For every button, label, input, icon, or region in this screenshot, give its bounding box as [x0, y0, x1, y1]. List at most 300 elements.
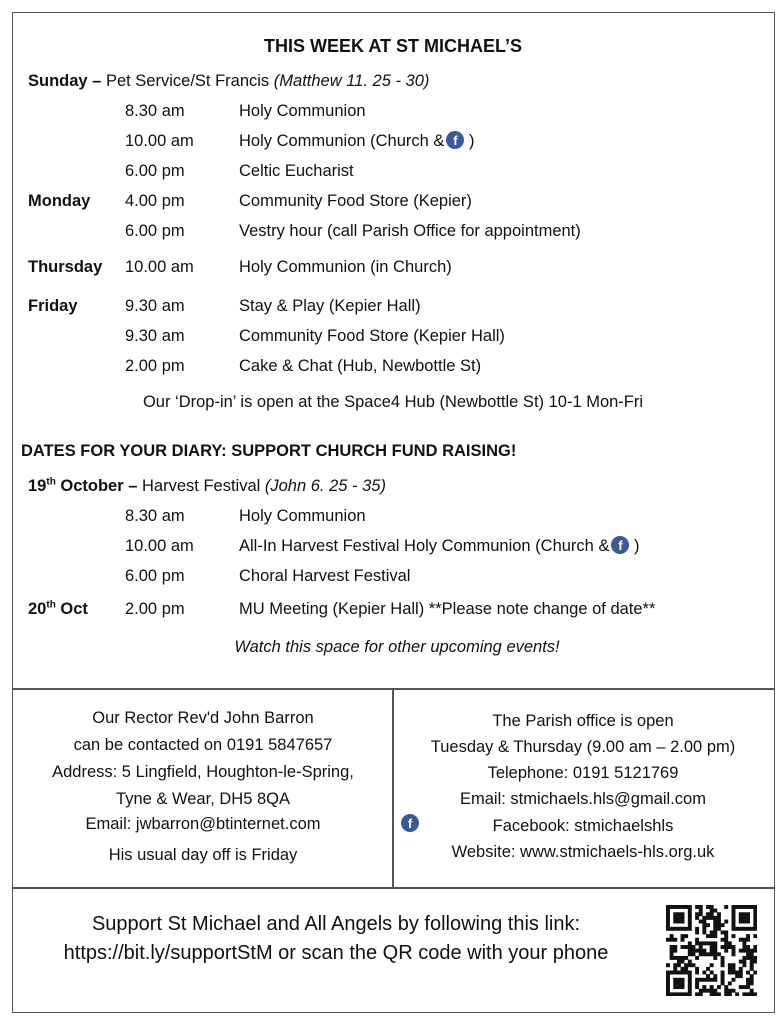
- qr-module: [735, 905, 739, 909]
- qr-module: [670, 945, 674, 949]
- service-event: [239, 101, 366, 121]
- qr-module: [739, 985, 743, 989]
- qr-module: [691, 945, 695, 949]
- qr-module: [706, 905, 710, 909]
- qr-module: [732, 978, 736, 982]
- qr-module: [746, 956, 750, 960]
- qr-module: [724, 934, 728, 938]
- service-time: 9.30 am: [125, 297, 185, 315]
- page-title: THIS WEEK AT ST MICHAEL’S: [263, 36, 522, 56]
- qr-module: [710, 949, 714, 953]
- qr-module: [688, 985, 692, 989]
- qr-module: [750, 905, 754, 909]
- qr-module: [681, 971, 685, 975]
- qr-module: [673, 938, 677, 942]
- service-time: 2.00 pm: [125, 357, 185, 375]
- qr-module: [739, 920, 743, 924]
- dropin-note: Our ‘Drop-in’ is open at the Space4 Hub (Newbottle St) 10-1 Mon-Fri: [142, 393, 644, 411]
- office-line: Tuesday & Thursday (9.00 am – 2.00 pm): [430, 738, 736, 756]
- qr-module: [710, 930, 714, 934]
- qr-module: [688, 927, 692, 931]
- qr-module: [677, 927, 681, 931]
- qr-module: [724, 938, 728, 942]
- office-line[interactable]: Facebook: stmichaelshls: [492, 817, 674, 835]
- day-label: Monday: [28, 192, 91, 210]
- qr-module: [753, 945, 757, 949]
- qr-module: [706, 934, 710, 938]
- event-label: Choral Harvest Festival: [239, 567, 411, 585]
- qr-module: [670, 949, 674, 953]
- qr-module: [684, 967, 688, 971]
- qr-module: [746, 934, 750, 938]
- qr-module: [702, 978, 706, 982]
- qr-module: [666, 909, 670, 913]
- qr-module: [732, 905, 736, 909]
- qr-module: [710, 971, 714, 975]
- qr-module: [713, 930, 717, 934]
- qr-module: [735, 927, 739, 931]
- qr-module: [710, 978, 714, 982]
- qr-module: [746, 985, 750, 989]
- qr-module: [702, 923, 706, 927]
- qr-module: [699, 941, 703, 945]
- qr-module: [742, 949, 746, 953]
- sunday-reading: (Matthew 11. 25 - 30): [273, 72, 430, 90]
- qr-module: [702, 989, 706, 993]
- qr-module: [732, 934, 736, 938]
- qr-module: [750, 927, 754, 931]
- qr-module: [735, 992, 739, 996]
- qr-module: [713, 934, 717, 938]
- qr-module: [688, 941, 692, 945]
- qr-module: [666, 971, 670, 975]
- qr-module: [710, 941, 714, 945]
- qr-module: [699, 952, 703, 956]
- qr-module: [710, 905, 714, 909]
- rector-line[interactable]: Email: jwbarron@btinternet.com: [85, 815, 321, 833]
- qr-module: [742, 941, 746, 945]
- qr-module: [706, 967, 710, 971]
- qr-module: [724, 905, 728, 909]
- date-month: October –: [55, 477, 138, 495]
- qr-module: [706, 952, 710, 956]
- qr-module: [742, 963, 746, 967]
- oct19-theme: Harvest Festival: [142, 477, 261, 495]
- qr-module: [670, 971, 674, 975]
- qr-module: [677, 985, 681, 989]
- qr-module: [677, 992, 681, 996]
- event-label: Vestry hour (call Parish Office for appointment): [239, 222, 581, 240]
- qr-module: [681, 992, 685, 996]
- qr-module: [742, 960, 746, 964]
- qr-module: [732, 971, 736, 975]
- qr-module: [673, 916, 677, 920]
- qr-module: [706, 941, 710, 945]
- qr-module: [702, 985, 706, 989]
- event-label: Holy Communion: [239, 507, 366, 525]
- qr-module: [713, 927, 717, 931]
- qr-module: [666, 905, 670, 909]
- qr-module: [746, 945, 750, 949]
- qr-module: [753, 912, 757, 916]
- qr-module: [713, 941, 717, 945]
- qr-module: [670, 992, 674, 996]
- qr-module: [702, 916, 706, 920]
- service-time: 6.00 pm: [125, 222, 185, 240]
- date-suffix: th: [46, 599, 56, 611]
- qr-module: [753, 923, 757, 927]
- qr-module: [688, 952, 692, 956]
- service-event: [239, 257, 452, 277]
- qr-module: [742, 912, 746, 916]
- qr-module: [666, 985, 670, 989]
- office-line: The Parish office is open: [492, 712, 674, 730]
- qr-module: [713, 916, 717, 920]
- qr-module: [681, 905, 685, 909]
- qr-module: [688, 974, 692, 978]
- qr-module: [695, 927, 699, 931]
- rector-line: His usual day off is Friday: [108, 846, 298, 864]
- event-label: Holy Communion: [239, 102, 366, 120]
- qr-module: [739, 971, 743, 975]
- qr-module: [673, 927, 677, 931]
- qr-module: [702, 941, 706, 945]
- qr-module: [739, 938, 743, 942]
- qr-module: [695, 992, 699, 996]
- qr-module: [695, 912, 699, 916]
- qr-module: [699, 989, 703, 993]
- rector-line: Address: 5 Lingfield, Houghton-le-Spring,: [52, 763, 354, 781]
- service-event: [239, 326, 505, 346]
- service-event: [239, 566, 410, 586]
- qr-module: [673, 945, 677, 949]
- qr-module: [732, 949, 736, 953]
- event-label: Community Food Store (Kepier): [239, 192, 472, 210]
- qr-module: [684, 945, 688, 949]
- qr-module: [681, 934, 685, 938]
- qr-module: [706, 923, 710, 927]
- qr-module: [666, 974, 670, 978]
- service-event: [239, 191, 472, 211]
- qr-module: [699, 992, 703, 996]
- date-suffix: th: [46, 476, 56, 488]
- qr-module: [753, 934, 757, 938]
- qr-module: [695, 985, 699, 989]
- qr-module: [681, 981, 685, 985]
- qr-module: [753, 956, 757, 960]
- qr-module: [699, 949, 703, 953]
- qr-module: [670, 956, 674, 960]
- day-label: Friday: [28, 297, 78, 315]
- qr-module: [746, 949, 750, 953]
- qr-module: [677, 963, 681, 967]
- qr-module: [713, 974, 717, 978]
- qr-module: [753, 992, 757, 996]
- qr-module: [717, 985, 721, 989]
- qr-module: [666, 927, 670, 931]
- qr-module: [750, 960, 754, 964]
- qr-module: [684, 963, 688, 967]
- qr-module: [695, 967, 699, 971]
- qr-module: [670, 905, 674, 909]
- service-time: 10.00 am: [125, 258, 194, 276]
- qr-module: [739, 912, 743, 916]
- qr-module: [721, 930, 725, 934]
- qr-module: [742, 992, 746, 996]
- qr-module: [713, 989, 717, 993]
- qr-module: [684, 956, 688, 960]
- qr-module: [713, 949, 717, 953]
- qr-module: [666, 992, 670, 996]
- qr-module: [706, 978, 710, 982]
- office-line: Telephone: 0191 5121769: [487, 764, 679, 782]
- qr-module: [695, 941, 699, 945]
- qr-module: [681, 938, 685, 942]
- qr-module: [688, 912, 692, 916]
- qr-module: [702, 971, 706, 975]
- qr-module: [677, 920, 681, 924]
- qr-module: [666, 938, 670, 942]
- qr-module: [750, 978, 754, 982]
- qr-module: [681, 967, 685, 971]
- qr-module: [713, 952, 717, 956]
- qr-module: [673, 912, 677, 916]
- qr-module: [710, 985, 714, 989]
- qr-module: [746, 992, 750, 996]
- qr-module: [681, 920, 685, 924]
- qr-module: [673, 971, 677, 975]
- qr-module: [732, 912, 736, 916]
- office-line[interactable]: Email: stmichaels.hls@gmail.com: [460, 790, 706, 808]
- qr-module: [746, 916, 750, 920]
- qr-module: [695, 930, 699, 934]
- qr-module: [677, 956, 681, 960]
- qr-module: [721, 963, 725, 967]
- qr-module: [673, 981, 677, 985]
- qr-module: [721, 945, 725, 949]
- qr-module: [691, 952, 695, 956]
- service-event: [239, 536, 640, 556]
- qr-module: [710, 934, 714, 938]
- qr-module: [673, 967, 677, 971]
- oct20-date: [28, 599, 88, 619]
- qr-module: [753, 971, 757, 975]
- qr-module: [688, 971, 692, 975]
- qr-module: [688, 949, 692, 953]
- qr-module: [706, 974, 710, 978]
- qr-module: [732, 945, 736, 949]
- facebook-icon: f: [446, 131, 464, 149]
- qr-module: [673, 956, 677, 960]
- qr-module: [739, 916, 743, 920]
- qr-module: [721, 974, 725, 978]
- qr-module: [699, 920, 703, 924]
- qr-module: [721, 978, 725, 982]
- qr-module: [739, 949, 743, 953]
- date-month: Oct: [55, 600, 88, 618]
- qr-module: [746, 927, 750, 931]
- qr-module: [750, 949, 754, 953]
- event-suffix: ): [464, 132, 475, 150]
- qr-module: [753, 909, 757, 913]
- qr-module: [673, 985, 677, 989]
- qr-module: [742, 956, 746, 960]
- qr-module: [702, 949, 706, 953]
- qr-module: [721, 923, 725, 927]
- service-event: [239, 356, 481, 376]
- qr-module: [706, 916, 710, 920]
- service-event: [239, 131, 475, 151]
- qr-module: [699, 912, 703, 916]
- qr-module: [724, 989, 728, 993]
- service-time: 6.00 pm: [125, 567, 185, 585]
- oct19-heading: [28, 476, 386, 496]
- qr-module: [732, 909, 736, 913]
- oct20-time: 2.00 pm: [125, 600, 185, 618]
- qr-module: [739, 974, 743, 978]
- event-label: All-In Harvest Festival Holy Communion (Church &: [239, 537, 610, 555]
- service-time: 9.30 am: [125, 327, 185, 345]
- qr-module: [688, 963, 692, 967]
- qr-module: [684, 927, 688, 931]
- qr-module: [691, 963, 695, 967]
- qr-module: [717, 923, 721, 927]
- date-day: 20: [28, 600, 47, 618]
- qr-module: [699, 909, 703, 913]
- qr-module: [750, 974, 754, 978]
- qr-module: [695, 938, 699, 942]
- sunday-heading: [28, 71, 429, 91]
- oct19-reading: (John 6. 25 - 35): [264, 477, 386, 495]
- qr-module: [673, 949, 677, 953]
- qr-module: [717, 927, 721, 931]
- day-label: Thursday: [28, 258, 103, 276]
- qr-module: [688, 960, 692, 964]
- service-event: [239, 296, 421, 316]
- qr-module: [750, 992, 754, 996]
- qr-module: [750, 956, 754, 960]
- qr-module: [670, 952, 674, 956]
- qr-module: [753, 905, 757, 909]
- qr-module: [666, 978, 670, 982]
- service-time: 4.00 pm: [125, 192, 185, 210]
- qr-module: [746, 912, 750, 916]
- qr-module: [753, 949, 757, 953]
- qr-module: [732, 952, 736, 956]
- event-label: Holy Communion (in Church): [239, 258, 452, 276]
- qr-module: [666, 989, 670, 993]
- qr-module: [753, 960, 757, 964]
- qr-module: [695, 978, 699, 982]
- qr-module: [732, 920, 736, 924]
- qr-module: [702, 927, 706, 931]
- qr-module: [721, 971, 725, 975]
- qr-code[interactable]: [666, 905, 757, 996]
- qr-module: [688, 920, 692, 924]
- service-time: 8.30 am: [125, 102, 185, 120]
- qr-module: [666, 963, 670, 967]
- qr-module: [695, 971, 699, 975]
- qr-module: [681, 960, 685, 964]
- qr-module: [677, 916, 681, 920]
- service-time: 8.30 am: [125, 507, 185, 525]
- qr-module: [688, 909, 692, 913]
- qr-module: [710, 916, 714, 920]
- qr-module: [713, 992, 717, 996]
- qr-module: [702, 920, 706, 924]
- date-day: 19: [28, 477, 47, 495]
- qr-module: [706, 912, 710, 916]
- qr-module: [713, 978, 717, 982]
- qr-module: [717, 912, 721, 916]
- rector-line: Tyne & Wear, DH5 8QA: [116, 790, 290, 808]
- service-event: [239, 161, 354, 181]
- service-event: [239, 221, 581, 241]
- qr-module: [677, 971, 681, 975]
- qr-module: [684, 934, 688, 938]
- qr-module: [721, 981, 725, 985]
- office-line[interactable]: Website: www.stmichaels-hls.org.uk: [451, 843, 715, 861]
- qr-module: [753, 920, 757, 924]
- qr-module: [666, 920, 670, 924]
- qr-module: [677, 905, 681, 909]
- qr-module: [732, 989, 736, 993]
- qr-module: [750, 952, 754, 956]
- qr-module: [746, 905, 750, 909]
- sunday-theme: Pet Service/St Francis: [105, 72, 270, 90]
- qr-module: [677, 981, 681, 985]
- qr-module: [742, 985, 746, 989]
- qr-module: [670, 934, 674, 938]
- qr-module: [742, 927, 746, 931]
- qr-module: [746, 920, 750, 924]
- qr-module: [721, 960, 725, 964]
- qr-module: [688, 992, 692, 996]
- qr-module: [724, 992, 728, 996]
- qr-module: [746, 952, 750, 956]
- qr-module: [710, 989, 714, 993]
- qr-module: [688, 905, 692, 909]
- qr-module: [728, 992, 732, 996]
- qr-module: [742, 916, 746, 920]
- qr-module: [724, 930, 728, 934]
- qr-module: [673, 905, 677, 909]
- qr-module: [750, 981, 754, 985]
- rector-line: Our Rector Rev'd John Barron: [92, 709, 314, 727]
- qr-module: [670, 927, 674, 931]
- day-label: Sunday –: [28, 72, 102, 90]
- support-line-2[interactable]: https://bit.ly/supportStM or scan the QR code with your phone: [63, 942, 609, 964]
- oct20-event: MU Meeting (Kepier Hall) **Please note change of date**: [239, 600, 656, 618]
- qr-module: [721, 938, 725, 942]
- qr-module: [710, 912, 714, 916]
- qr-module: [710, 945, 714, 949]
- qr-module: [666, 981, 670, 985]
- qr-module: [750, 967, 754, 971]
- qr-module: [717, 920, 721, 924]
- event-label: Community Food Store (Kepier Hall): [239, 327, 505, 345]
- qr-module: [713, 923, 717, 927]
- qr-module: [746, 938, 750, 942]
- qr-module: [728, 989, 732, 993]
- qr-module: [681, 912, 685, 916]
- qr-module: [753, 916, 757, 920]
- event-label: Cake & Chat (Hub, Newbottle St): [239, 357, 482, 375]
- qr-module: [695, 916, 699, 920]
- qr-module: [728, 941, 732, 945]
- qr-module: [739, 927, 743, 931]
- qr-module: [750, 989, 754, 993]
